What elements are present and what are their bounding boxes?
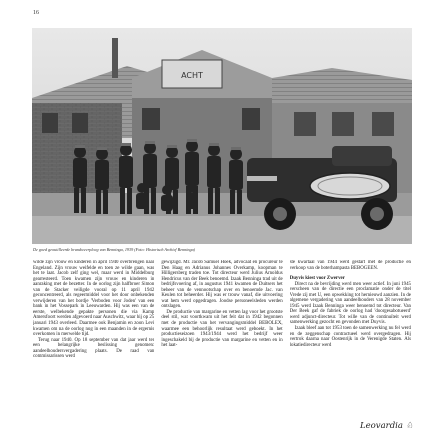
building-sign: ACHT bbox=[181, 71, 203, 80]
article-column-1 bbox=[33, 260, 154, 415]
logo-text: Leovardia bbox=[360, 421, 403, 431]
paragraph: wilde zijn vrouw en kinderen in april 1940 overbrengen naar Engeland. Zijn vrouw weifelde en toen ze wilde gaan, was het te laat. Jacob zelf ging wel, maar werd in Middelburg gearresteerd. Toen kwamen zijn vrouw en kinderen in aanraking met de bezetter. In de oorlog zijn halfbroer Simon van de Stacker veiligde vooral op 11 april 1942 geconcentreerd, als regeermiddel voor het door onbekenden verwijderen van het bordje 'Verboden voor Joden' van een bank in het Vossepark in Leeuwarden. Hij was een van de eerste, welbekende gepakte personen die via Kamp Amersfoort werden afgevoerd naar Auschwitz, waar hij op 25 januari 1943 overleed. Daarmee ook Benjamin en zoon Levi kwamen om na de oorlog nog in een maanden in de ergernis overkomen in merwelde tijd. bbox=[33, 260, 155, 338]
photo-caption: De goed geoutilleerde brandweerploeg van Benninga, 1939 (Foto: Historisch Archief Benninga) bbox=[33, 247, 196, 252]
paragraph: ste kwartaal van 1944 werd gestart met de productie en verkoop van de boterhampasta BEBOGEEN. bbox=[289, 260, 411, 271]
brigade-photo bbox=[32, 28, 412, 244]
crest-icon: ♘ bbox=[405, 421, 414, 431]
paragraph: De productie van margarine en vetten lag voor het grootste deel stil, wat voortkwam uit het feit dat in 1942 begonnen met de productie van het vervangingsmiddel BEBOLEX, waarmee een behoorlijk resultaat werd geboekt. In het productieseizoen 1943/1944 werd het bedrijf weer ingeschakeld bij de productie van margarine en vetten en in het laat- bbox=[161, 309, 283, 349]
page-number: 16 bbox=[33, 10, 39, 16]
brigade-photo-illustration bbox=[32, 28, 412, 244]
paragraph: gewijzigd. Mr. Jacob Samuel Hoek, advocaat en procureur te Den Haag en Adrianus Johannes Overkamp, koopman te Hilligersberg traden toe. Tot directeur werd Julius Arnoldus Hendricus van der Beek benoemd. Izaak Benninga trad uit de bedrijfsvoering af, in augustus 1941 kwamen de Duitsers het beheer van de vennootschap over en benoemde Jac. van Keulen tot beheerder. Hij was er trouw vanaf, die uitvoering wat hem werd opgedragen. Joodse personeelsleden werden ontslagen. bbox=[161, 260, 283, 310]
article-column-3 bbox=[290, 260, 411, 415]
section-heading: Duyvis kiest voor Zwerver bbox=[289, 276, 345, 282]
leovardia-logo bbox=[360, 421, 413, 431]
paragraph: Terug naar 1940. Op 18 september van dat jaar werd ter een belangrijke beslissing genomen: aandeelhoudersvergadering plaats. De raad van commissarissen werd bbox=[33, 337, 155, 360]
paragraph: Direct na de bevrijding werd men weer actief. In juni 1945 verscheen van de directie een proclamatie onder de titel Vrede zij met U, een opwekking tot hernieuwd aanzien. In de algemene vergadering van aandeelhouders van 28 november 1945 werd Izaak Benninga weer benoemd tot directeur. Van Der Beek gaf de fabriek de oorlog had 'doorgesabotueerd' werd adjunct-directeur. Tot wille van de continuïteit werd samenwerking gezocht en gevonden met Duyvis. bbox=[289, 281, 411, 326]
paragraph: Izaak bleef aan tot 1953 toen de samenwerking nu fel werd en de zeggenschap contractueel werd overgedragen. Hij vertrok daarna naar Oostenrijk in de Verenigde Staten. Als lokatiedirecteur werd bbox=[289, 326, 411, 348]
article-column-2 bbox=[161, 260, 282, 415]
article-body bbox=[33, 260, 411, 415]
